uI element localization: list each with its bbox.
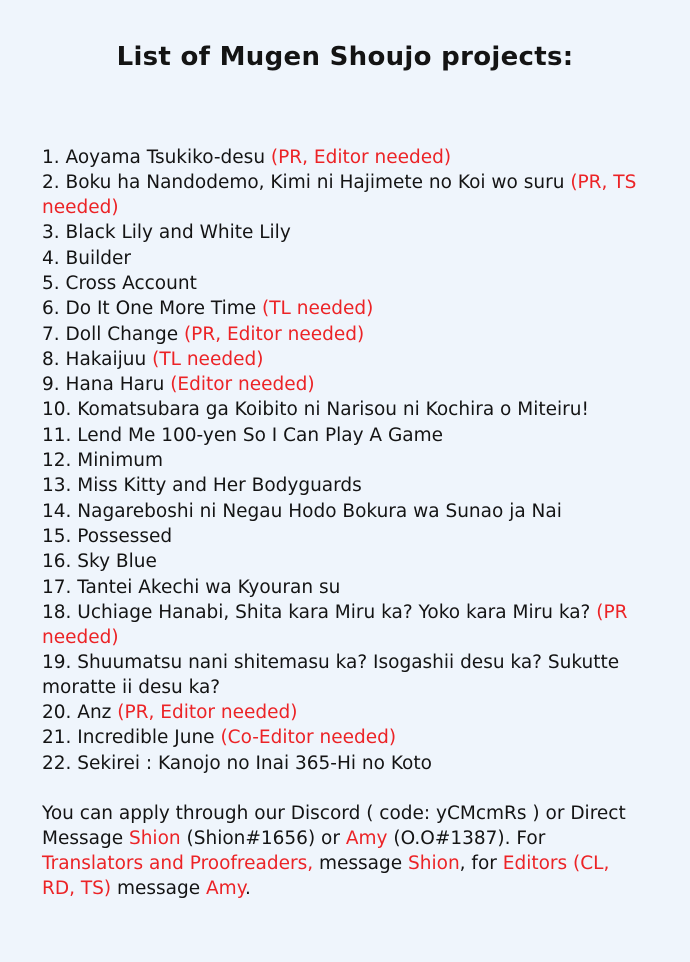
role-translators-proofreaders: Translators and Proofreaders, — [42, 853, 314, 875]
project-note: (PR needed) — [42, 601, 628, 648]
footer-text-2: (Shion#1656) or — [180, 828, 346, 850]
project-name: 12. Minimum — [42, 450, 164, 472]
list-item — [42, 221, 648, 246]
list-item — [42, 373, 648, 398]
list-item — [42, 701, 648, 726]
project-name: 11. Lend Me 100-yen So I Can Play A Game — [42, 424, 444, 446]
document-page — [0, 42, 690, 962]
project-name: 1. Aoyama Tsukiko-desu — [42, 147, 271, 168]
list-item — [42, 272, 648, 297]
list-item — [42, 651, 648, 701]
project-name: 14. Nagareboshi ni Negau Hodo Bokura wa Sunao ja Nai — [42, 500, 562, 522]
contact-shion-1: Shion — [128, 828, 181, 850]
project-note: (PR, TS needed) — [42, 172, 637, 219]
footer-text-3: (O.O#1387). For — [387, 828, 546, 850]
project-name: 4. Builder — [42, 247, 131, 269]
project-name: 21. Incredible June — [42, 727, 221, 749]
contact-shion-2: Shion — [408, 853, 460, 875]
project-name: 22. Sekirei : Kanojo no Inai 365-Hi no Koto — [42, 752, 432, 774]
list-item — [42, 247, 648, 272]
project-name: 10. Komatsubara ga Koibito ni Narisou ni Kochira o Miteiru! — [42, 399, 589, 421]
list-item — [42, 576, 648, 601]
project-name: 17. Tantei Akechi wa Kyouran su — [42, 576, 341, 598]
contact-amy-2: Amy — [206, 877, 246, 899]
footer-text-1: You can apply through our Discord ( code: yCMcmRs ) or Direct Message — [42, 803, 626, 850]
list-item — [42, 752, 648, 777]
project-name: 2. Boku ha Nandodemo, Kimi ni Hajimete no Koi wo suru — [42, 172, 571, 194]
contact-amy-1: Amy — [345, 828, 388, 850]
project-name: 9. Hana Haru — [42, 374, 171, 396]
role-editors: Editors (CL, RD, TS) — [42, 853, 610, 899]
list-item — [42, 500, 648, 525]
list-item — [42, 449, 648, 474]
list-item — [42, 398, 648, 423]
project-name: 20. Anz — [42, 702, 118, 724]
footer-text-6: message — [111, 877, 207, 899]
list-item — [42, 424, 648, 449]
project-note: (PR, Editor needed) — [117, 702, 298, 724]
project-name: 3. Black Lily and White Lily — [42, 222, 291, 244]
list-item — [42, 550, 648, 575]
project-name: 6. Do It One More Time — [42, 298, 263, 320]
footer-text-5: , for — [459, 853, 503, 875]
project-list — [42, 146, 648, 776]
project-name: 13. Miss Kitty and Her Bodyguards — [42, 475, 362, 497]
project-name: 15. Possessed — [42, 525, 173, 547]
project-name: 5. Cross Account — [42, 272, 197, 294]
project-note: (TL needed) — [152, 348, 264, 370]
project-name: 19. Shuumatsu nani shitemasu ka? Isogashii desu ka? Sukutte moratte ii desu ka? — [42, 651, 620, 698]
footer-text-7: . — [245, 877, 251, 899]
project-note: (Co-Editor needed) — [220, 727, 397, 749]
list-item — [42, 726, 648, 751]
list-item — [42, 323, 648, 348]
list-item — [42, 601, 648, 651]
page-title: List of Mugen Shoujo projects: — [116, 42, 574, 72]
list-item — [42, 146, 648, 171]
project-note: (PR, Editor needed) — [270, 147, 452, 168]
application-instructions — [42, 802, 648, 901]
project-name: 16. Sky Blue — [42, 551, 157, 573]
list-item — [42, 171, 648, 221]
project-note: (TL needed) — [262, 298, 374, 320]
project-name: 18. Uchiage Hanabi, Shita kara Miru ka? Yoko kara Miru ka? — [42, 601, 597, 623]
list-item — [42, 348, 648, 373]
list-item — [42, 297, 648, 322]
footer-text-4: message — [313, 853, 409, 875]
list-item — [42, 525, 648, 550]
list-item — [42, 474, 648, 499]
project-name: 7. Doll Change — [42, 323, 184, 345]
project-note: (Editor needed) — [170, 374, 315, 396]
project-name: 8. Hakaijuu — [42, 348, 153, 370]
project-note: (PR, Editor needed) — [183, 323, 365, 345]
